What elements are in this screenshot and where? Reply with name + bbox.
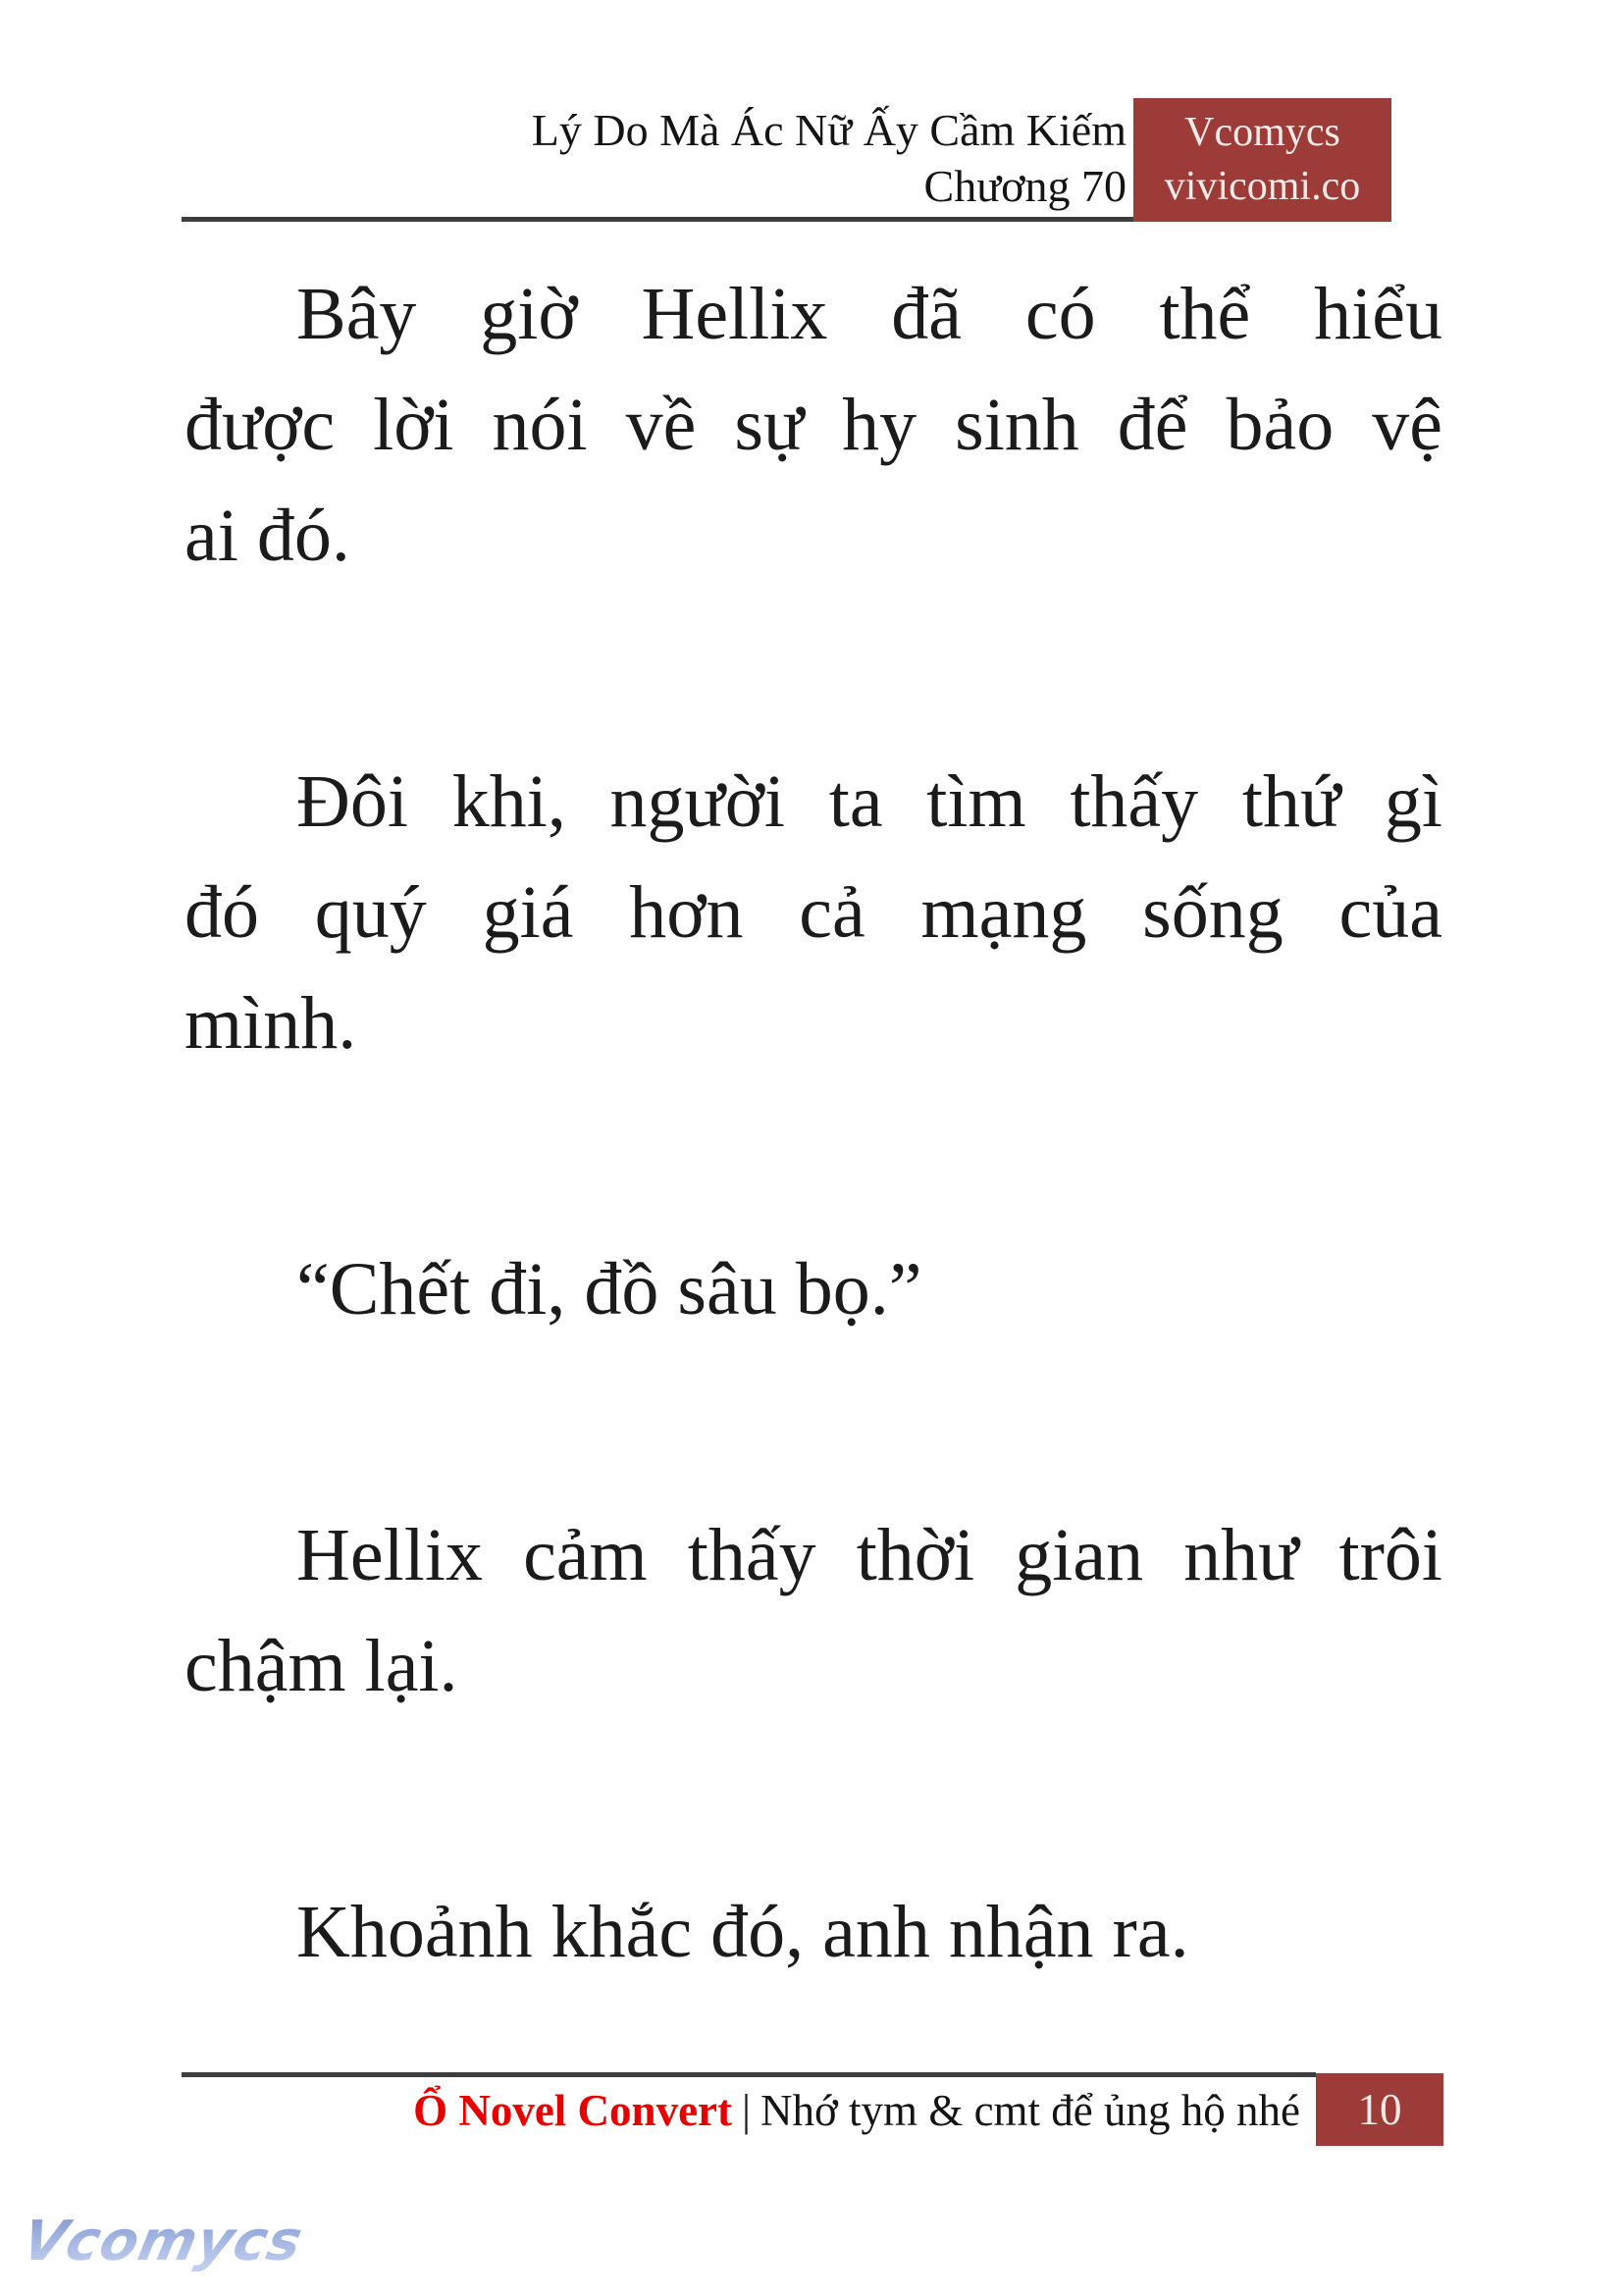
paragraph bbox=[184, 259, 1442, 592]
footer-credit bbox=[182, 2081, 1300, 2140]
paragraph bbox=[184, 747, 1442, 1079]
text-line: được lời nói về sự hy sinh để bảo vệ bbox=[184, 384, 1442, 466]
watermark-logo: Vcomycs bbox=[17, 2210, 309, 2273]
paragraph bbox=[184, 1877, 1442, 1988]
novel-title: Lý Do Mà Ác Nữ Ấy Cầm Kiếm bbox=[531, 105, 1126, 155]
text-line: đó quý giá hơn cả mạng sống của bbox=[184, 871, 1442, 954]
page-header bbox=[532, 102, 1126, 214]
page-number: 10 bbox=[1357, 2085, 1402, 2134]
brand-site: vivicomi.co bbox=[1164, 164, 1361, 209]
text-line: Khoảnh khắc đó, anh nhận ra. bbox=[296, 1891, 1189, 1973]
paragraph bbox=[184, 1500, 1442, 1722]
text-line: chậm lại. bbox=[184, 1625, 458, 1707]
footer-separator: | bbox=[742, 2086, 752, 2135]
text-line: Hellix cảm thấy thời gian như trôi bbox=[296, 1514, 1442, 1596]
text-line: “Chết đi, đồ sâu bọ.” bbox=[296, 1248, 922, 1330]
text-line: ai đó. bbox=[184, 495, 350, 577]
page-number-badge bbox=[1316, 2073, 1443, 2146]
header-divider bbox=[182, 217, 1133, 222]
brand-badge bbox=[1133, 98, 1391, 222]
paragraph bbox=[184, 1234, 1442, 1345]
brand-name: Vcomycs bbox=[1184, 110, 1340, 155]
body-text bbox=[184, 259, 1442, 2143]
footer-brand: Ổ Novel Convert bbox=[413, 2086, 732, 2135]
chapter-label: Chương 70 bbox=[923, 161, 1126, 211]
text-line: Đôi khi, người ta tìm thấy thứ gì bbox=[296, 760, 1442, 843]
footer-divider bbox=[182, 2072, 1316, 2077]
text-line: Bây giờ Hellix đã có thể hiểu bbox=[296, 273, 1442, 355]
footer-note: Nhớ tym & cmt để ủng hộ nhé bbox=[760, 2086, 1300, 2135]
text-line: mình. bbox=[184, 982, 357, 1065]
